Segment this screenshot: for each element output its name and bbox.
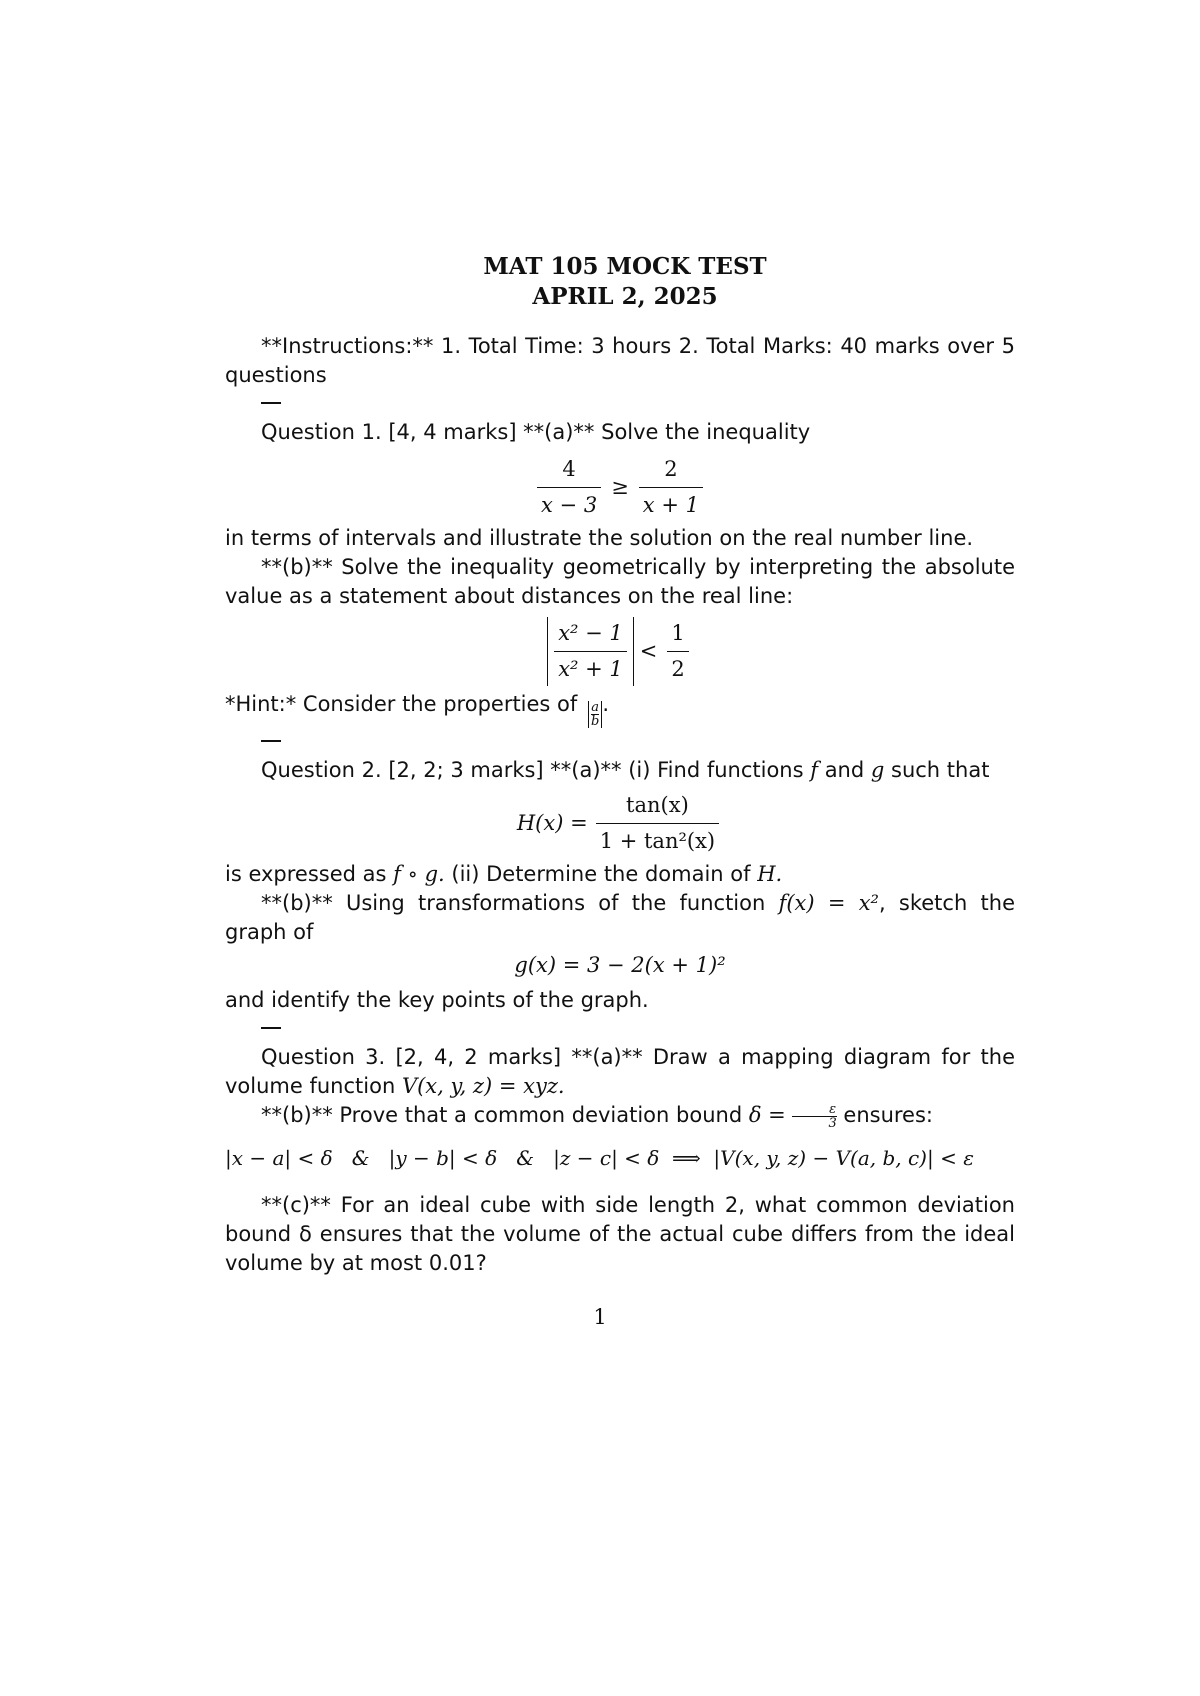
q3-intro: Question 3. [2, 4, 2 marks] **(a)** Draw a mapping diagram for the volume function V(x, y, z) = xyz.: [225, 1045, 1015, 1098]
q1-eq-rhs: $\frac{2}{x + 1}$: [639, 455, 703, 520]
q1-after-eq: in terms of intervals and illustrate the solution on the real number line.: [225, 526, 974, 550]
separator: [261, 402, 281, 404]
q2-intro: Question 2. [2, 2; 3 marks] **(a)** (i) Find functions f and g such that: [261, 758, 990, 782]
q1-abs-value: $\frac{\text{x² − 1}}{\text{x² + 1}}$: [547, 617, 634, 686]
hint-fraction: a b: [590, 700, 600, 729]
q2-equation-a: H(x) = $\frac{\tan(x)}{\text{1 + tan²(x)}}$: [225, 791, 1015, 856]
q3-part-c: **(c)** For an ideal cube with side length 2, what common deviation bound δ ensures that the volume of the actual cube differs from the ideal volume by at most 0.01?: [225, 1193, 1015, 1275]
q2-after-eq-b: and identify the key points of the graph.: [225, 988, 649, 1012]
q2-equation-b: g(x) = 3 − 2(x + 1)²: [514, 953, 726, 977]
exam-title: MAT 105 MOCK TEST: [483, 253, 767, 280]
q1-equation-b: $\frac{\text{x² − 1}}{\text{x² + 1}}$ < $\frac{1}{2}$: [225, 617, 1015, 686]
q3-part-b: **(b)** Prove that a common deviation bound δ = $\frac{\varepsilon}{3}$ ensures:: [261, 1101, 933, 1131]
q1-hint: *Hint:* Consider the properties of a b .: [225, 692, 609, 729]
page-number: 1: [593, 1305, 607, 1329]
q3-implication: |x − a| < δ & |y − b| < δ & |z − c| < δ ⟹ |V(x, y, z) − V(a, b, c)| < ε: [225, 1146, 974, 1170]
q2-part-b: **(b)** Using transformations of the function f(x) = x², sketch the graph of: [225, 891, 1015, 944]
q1-equation-a: $\frac{4}{x - 3}$ ≥ $\frac{2}{x + 1}$: [225, 455, 1015, 520]
exam-content: [225, 252, 1015, 1278]
q1-eq-lhs: $\frac{4}{x - 3}$: [537, 455, 601, 520]
q1-intro: Question 1. [4, 4 marks] **(a)** Solve the inequality: [261, 420, 811, 444]
q1-part-b: **(b)** Solve the inequality geometrically by interpreting the absolute value as a statement about distances on the real line:: [225, 555, 1015, 608]
exam-date: APRIL 2, 2025: [532, 283, 718, 310]
epsilon-over-three: $\frac{\varepsilon}{3}$: [792, 1103, 836, 1130]
instructions: **Instructions:** 1. Total Time: 3 hours 2. Total Marks: 40 marks over 5 questions: [225, 334, 1015, 387]
separator: [261, 1027, 281, 1029]
q2-after-eq: is expressed as f ∘ g. (ii) Determine the domain of H.: [225, 862, 783, 886]
separator: [261, 740, 281, 742]
